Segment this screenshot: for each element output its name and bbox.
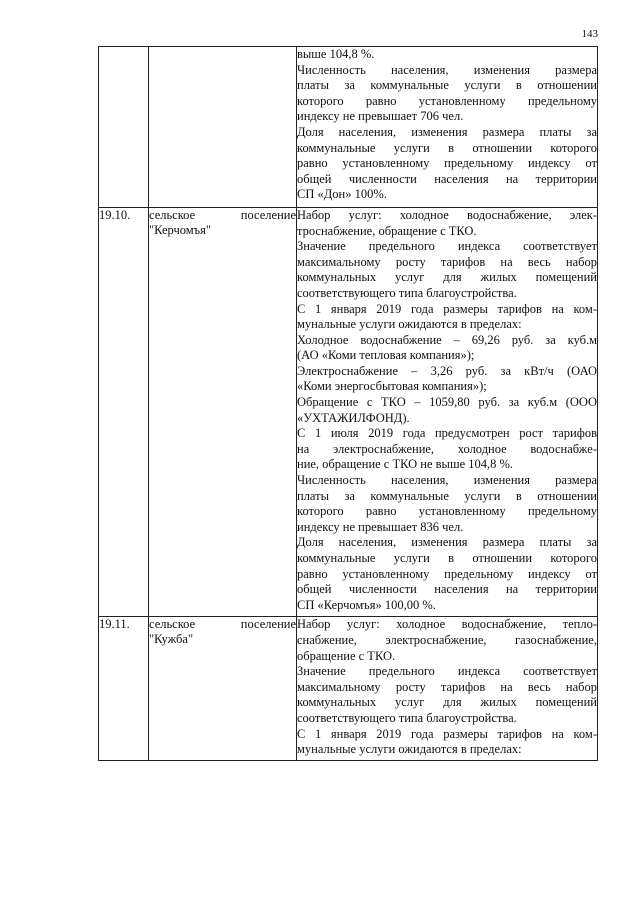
settlement-name — [149, 617, 297, 760]
text-line: коммунальные услуги в отношении которого — [297, 140, 597, 155]
text-line: выше 104,8 %. — [297, 47, 375, 61]
text-line: Значение предельного индекса соответствует — [297, 664, 597, 679]
settlement-name — [149, 207, 297, 616]
text-line: Значение предельного индекса соответствует — [297, 239, 597, 254]
text-line: Численность населения, изменения размера — [297, 473, 597, 488]
text-line: С 1 января 2019 года размеры тарифов на ком- — [297, 726, 597, 741]
tariff-description — [297, 617, 598, 760]
text-line: на электроснабжение, холодное водоснабже- — [297, 441, 597, 456]
text-line: коммунальных услуг для жилых помещений — [297, 695, 597, 710]
row-number: 19.10. — [99, 207, 149, 616]
text-line: платы за коммунальные услуги в отношении — [297, 78, 597, 93]
text-line: Набор услуг: холодное водоснабжение, элек- — [297, 207, 597, 222]
text-line: соответствующего типа благоустройства. — [297, 285, 517, 300]
text-line: Электроснабжение – 3,26 руб. за кВт/ч (ОАО — [297, 363, 597, 378]
text-line: которого равно установленному предельному — [297, 504, 597, 519]
text-line: обращение с ТКО. — [297, 648, 396, 663]
text-line: СП «Дон» 100%. — [297, 187, 387, 202]
settlement-type: сельское — [149, 617, 196, 632]
text-line: индексу не превышает 836 чел. — [297, 519, 464, 534]
text-line: Набор услуг: холодное водоснабжение, тепло- — [297, 617, 597, 632]
tariff-description — [297, 207, 598, 616]
text-line: С 1 января 2019 года размеры тарифов на ком- — [297, 301, 597, 316]
text-line: С 1 июля 2019 года предусмотрен рост тарифов — [297, 426, 597, 441]
text-line: Холодное водоснабжение – 69,26 руб. за куб.м — [297, 332, 597, 347]
text-line: Обращение с ТКО – 1059,80 руб. за куб.м (ООО — [297, 395, 597, 410]
text-line: которого равно установленному предельному — [297, 93, 597, 108]
text-line: равно установленному предельному индексу от — [297, 156, 597, 171]
table-row — [99, 617, 598, 760]
text-line: «Коми энергосбытовая компания»); — [297, 379, 487, 394]
settlement-name — [149, 47, 297, 208]
text-line: ние, обращение с ТКО не выше 104,8 %. — [297, 457, 514, 472]
text-line: индексу не превышает 706 чел. — [297, 109, 464, 124]
text-line: общей численности населения на территории — [297, 171, 597, 186]
settlement-kind: поселение — [240, 617, 296, 632]
page-number: 143 — [581, 28, 598, 40]
text-line: соответствующего типа благоустройства. — [297, 710, 517, 725]
tariff-table — [98, 46, 598, 761]
text-line: СП «Керчомъя» 100,00 %. — [297, 597, 436, 612]
settlement-name-line — [149, 617, 296, 632]
row-number — [99, 47, 149, 208]
text-line: максимальному росту тарифов на весь набор — [297, 254, 597, 269]
text-line: снабжение, электроснабжение, газоснабжение, — [297, 632, 597, 647]
table-row — [99, 47, 598, 208]
text-line: мунальные услуги ожидаются в пределах: — [297, 742, 522, 757]
settlement-type: сельское — [149, 207, 196, 222]
text-line: равно установленному предельному индексу от — [297, 566, 597, 581]
text-line: максимальному росту тарифов на весь набор — [297, 679, 597, 694]
text-line: «УХТАЖИЛФОНД). — [297, 410, 410, 425]
table-body — [99, 47, 598, 761]
settlement-kind: поселение — [240, 207, 296, 222]
row-number: 19.11. — [99, 617, 149, 760]
text-line: коммунальные услуги в отношении которого — [297, 551, 597, 565]
text-line: троснабжение, обращение с ТКО. — [297, 223, 477, 238]
settlement-title: "Керчомъя" — [149, 222, 211, 237]
text-line: Численность населения, изменения размера — [297, 62, 597, 77]
text-line: Доля населения, изменения размера платы за — [297, 535, 597, 550]
text-line: (АО «Коми тепловая компания»); — [297, 348, 475, 363]
settlement-title: "Кужба" — [149, 632, 194, 647]
tariff-description — [297, 47, 598, 208]
text-line: коммунальных услуг для жилых помещений — [297, 270, 597, 285]
text-line: платы за коммунальные услуги в отношении — [297, 488, 597, 503]
text-line: мунальные услуги ожидаются в пределах: — [297, 317, 522, 332]
text-line: Доля населения, изменения размера платы за — [297, 124, 597, 139]
text-line: общей численности населения на территории — [297, 582, 597, 597]
table-row — [99, 207, 598, 616]
settlement-name-line — [149, 208, 296, 223]
